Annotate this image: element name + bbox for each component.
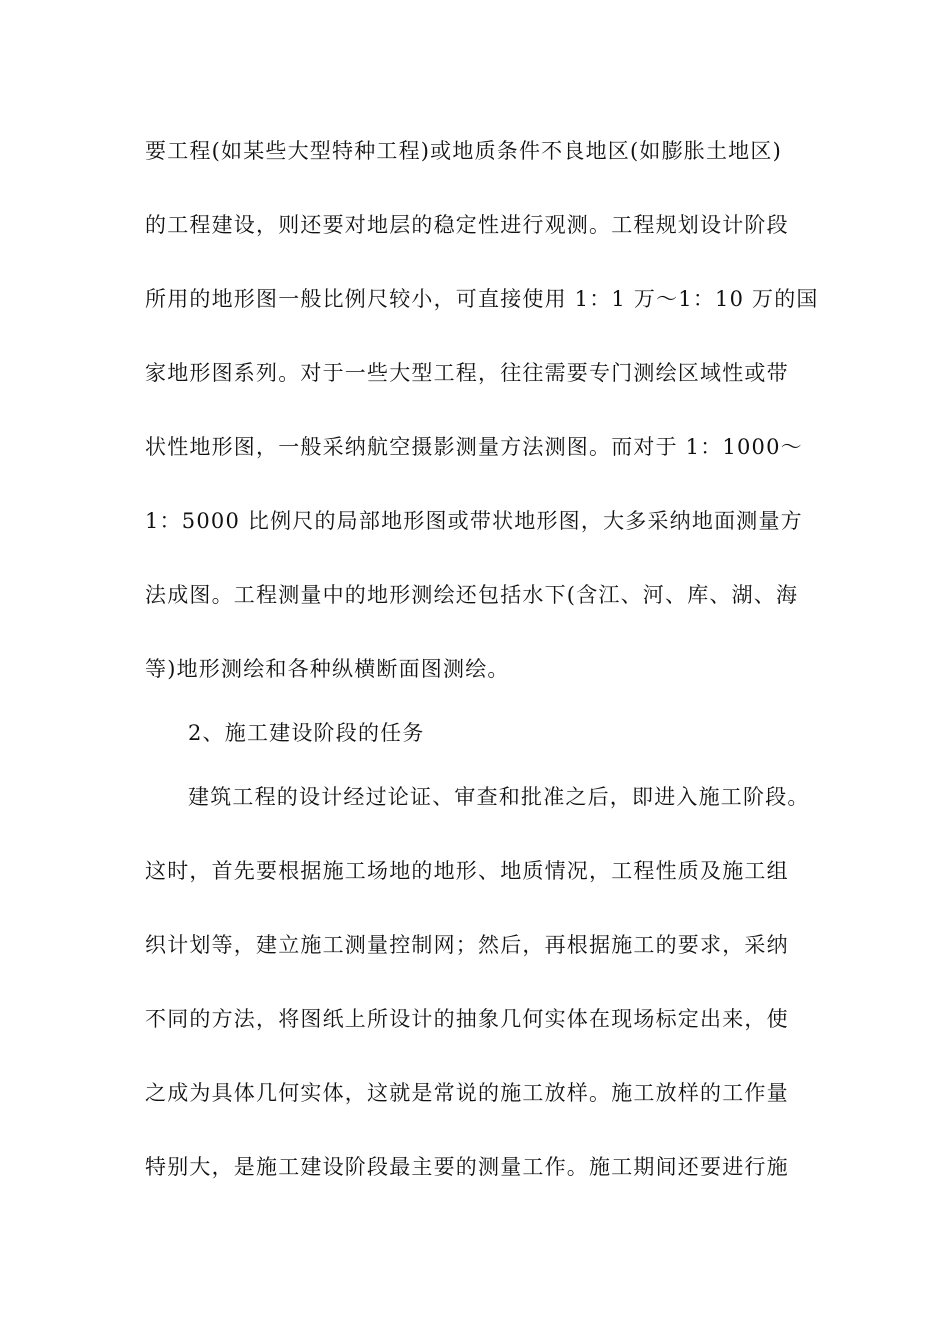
text-line: 之成为具体几何实体，这就是常说的施工放样。施工放样的工作量 xyxy=(145,1081,789,1105)
text-line: 这时，首先要根据施工场地的地形、地质情况，工程性质及施工组 xyxy=(145,859,789,883)
text-line: 特别大，是施工建设阶段最主要的测量工作。施工期间还要进行施 xyxy=(145,1155,789,1179)
text-line: 要工程(如某些大型特种工程)或地质条件不良地区(如膨胀土地区) xyxy=(145,139,782,163)
text-line: 所用的地形图一般比例尺较小，可直接使用 1：1 万～1：10 万的国 xyxy=(145,287,819,311)
text-line: 法成图。工程测量中的地形测绘还包括水下(含江、河、库、湖、海 xyxy=(145,583,799,607)
text-line: 1：5000 比例尺的局部地形图或带状地形图，大多采纳地面测量方 xyxy=(145,509,803,533)
text-line: 等)地形测绘和各种纵横断面图测绘。 xyxy=(145,657,510,681)
text-line: 不同的方法，将图纸上所设计的抽象几何实体在现场标定出来，使 xyxy=(145,1007,789,1031)
paragraph-start: 建筑工程的设计经过论证、审查和批准之后，即进入施工阶段。 xyxy=(188,785,810,809)
text-line: 状性地形图，一般采纳航空摄影测量方法测图。而对于 1：1000～ xyxy=(145,435,803,459)
text-line: 织计划等，建立施工测量控制网；然后，再根据施工的要求，采纳 xyxy=(145,933,789,957)
section-heading: 2、施工建设阶段的任务 xyxy=(188,721,425,745)
text-line: 的工程建设，则还要对地层的稳定性进行观测。工程规划设计阶段 xyxy=(145,213,789,237)
text-line: 家地形图系列。对于一些大型工程，往往需要专门测绘区域性或带 xyxy=(145,361,789,385)
